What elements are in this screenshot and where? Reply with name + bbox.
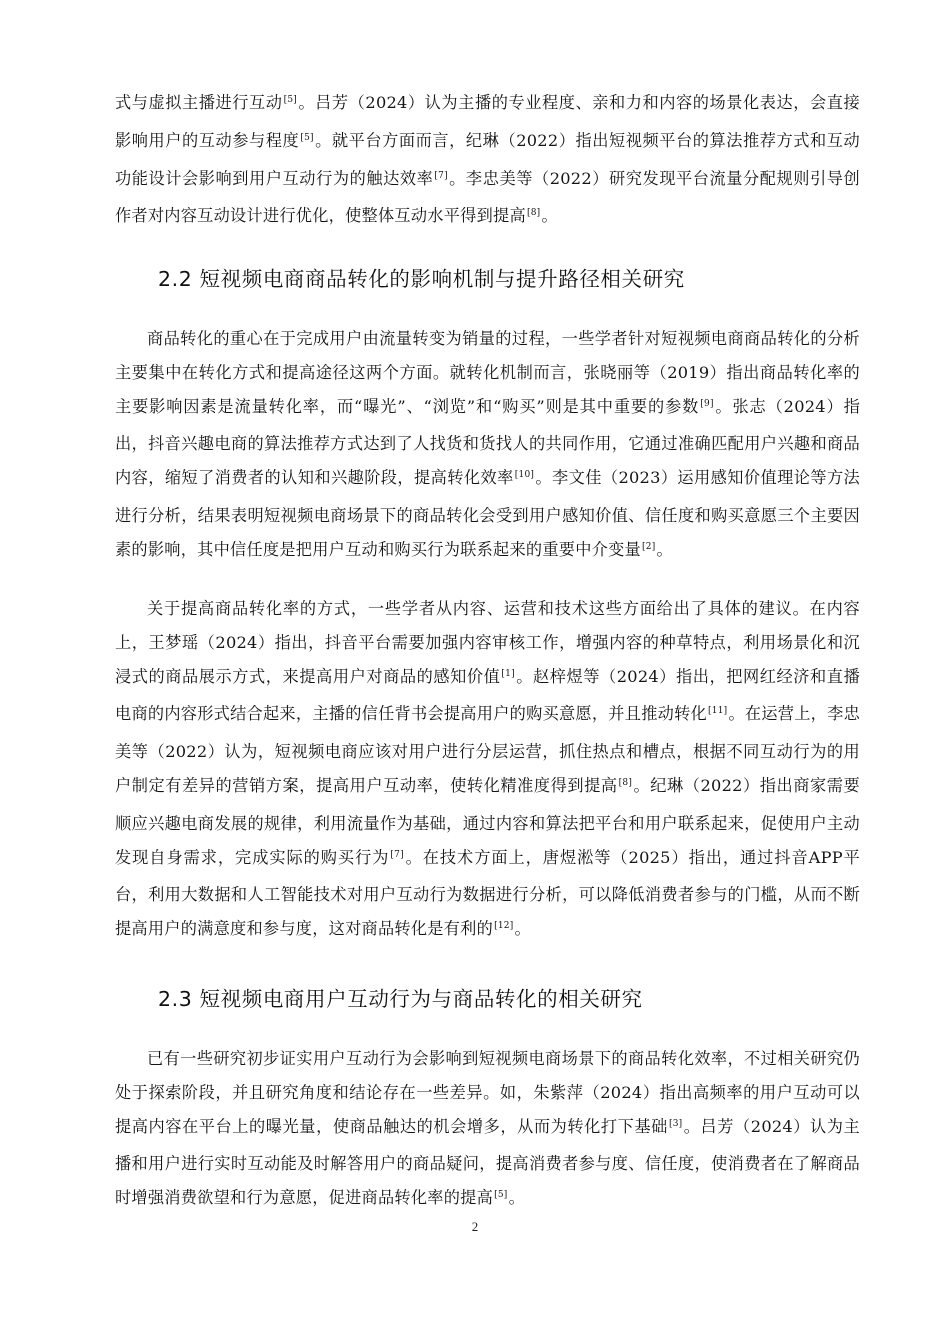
citation[interactable]: [5] xyxy=(300,132,314,143)
citation[interactable]: [7] xyxy=(434,170,448,181)
citation[interactable]: [12] xyxy=(494,921,514,932)
citation[interactable]: [8] xyxy=(618,777,633,788)
citation[interactable]: [2] xyxy=(642,541,656,552)
citation[interactable]: [10] xyxy=(514,470,535,481)
paragraph-conversion-mechanism: 商品转化的重心在于完成用户由流量转变为销量的过程，一些学者针对短视频电商商品转化的分析主要集中在转化方式和提高途径这两个方面。就转化机制而言，张晓丽等（2019）指出商品转化率的主要影响因素是流量转化率，而“曝光”、“浏览”和“购买”则是其中重要的参数[9]。张志（2024）指出，抖音兴趣电商的算法推荐方式达到了人找货和货找人的共同作用，它通过准确匹配用户兴趣和商品内容，缩短了消费者的认知和兴趣阶段，提高转化效率[10]。李文佳（2023）运用感知价值理论等方法进行分析，结果表明短视频电商场景下的商品转化会受到用户感知价值、信任度和购买意愿三个主要因素的影响，其中信任度是把用户互动和购买行为联系起来的重要中介变量[2]。 xyxy=(115,329,861,559)
citation[interactable]: [7] xyxy=(390,849,404,860)
citation[interactable]: [11] xyxy=(707,706,728,717)
paragraph-interaction-conversion: 已有一些研究初步证实用户互动行为会影响到短视频电商场景下的商品转化效率，不过相关研究仍处于探索阶段，并且研究角度和结论存在一些差异。如，朱紫萍（2024）指出高频率的用户互动可以提高内容在平台上的曝光量，使商品触达的机会增多，从而为转化打下基础[3]。吕芳（2024）认为主播和用户进行实时互动能及时解答用户的商品疑问，提高消费者参与度、信任度，使消费者在了解商品时增强消费欲望和行为意愿，促进商品转化率的提高[5]。 xyxy=(115,1049,860,1208)
citation[interactable]: [5] xyxy=(283,95,298,105)
citation[interactable]: [1] xyxy=(501,668,515,679)
paragraph-continuation: 式与虚拟主播进行互动[5]。吕芳（2024）认为主播的专业程度、亲和力和内容的场景化表达，会直接影响用户的互动参与程度[5]。就平台方面而言，纪琳（2022）指出短视频平台的算法推荐方式和互动功能设计会影响到用户互动行为的触达效率[7]。李忠美等（2022）研究发现平台流量分配规则引导创作者对内容互动设计进行优化，使整体互动水平得到提高[8]。 xyxy=(115,93,860,226)
section-heading-2-3: 2.3 短视频电商用户互动行为与商品转化的相关研究 xyxy=(158,987,643,1011)
page-number: 2 xyxy=(471,1219,479,1234)
citation[interactable]: [9] xyxy=(700,398,714,409)
citation[interactable]: [5] xyxy=(494,1190,508,1201)
citation[interactable]: [8] xyxy=(526,208,541,219)
citation[interactable]: [3] xyxy=(668,1118,683,1129)
paragraph-improvement-paths: 关于提高商品转化率的方式，一些学者从内容、运营和技术这些方面给出了具体的建议。在内容上，王梦瑶（2024）指出，抖音平台需要加强内容审核工作，增强内容的种草特点，利用场景化和沉浸式的商品展示方式，来提高用户对商品的感知价值[1]。赵梓煜等（2024）指出，把网红经济和直播电商的内容形式结合起来，主播的信任背书会提高用户的购买意愿，并且推动转化[11]。在运营上，李忠美等（2022）认为，短视频电商应该对用户进行分层运营，抓住热点和槽点，根据不同互动行为的用户制定有差异的营销方案，提高用户互动率，使转化精准度得到提高[8]。纪琳（2022）指出商家需要顺应兴趣电商发展的规律，利用流量作为基础，通过内容和算法把平台和用户联系起来，促使用户主动发现自身需求，完成实际的购买行为[7]。在技术方面上，唐煜淞等（2025）指出，通过抖音APP平台，利用大数据和人工智能技术对用户互动行为数据进行分析，可以降低消费者参与的门槛，从而不断提高用户的满意度和参与度，这对商品转化是有利的[12]。 xyxy=(115,599,861,939)
section-heading-2-2: 2.2 短视频电商商品转化的影响机制与提升路径相关研究 xyxy=(158,267,685,291)
